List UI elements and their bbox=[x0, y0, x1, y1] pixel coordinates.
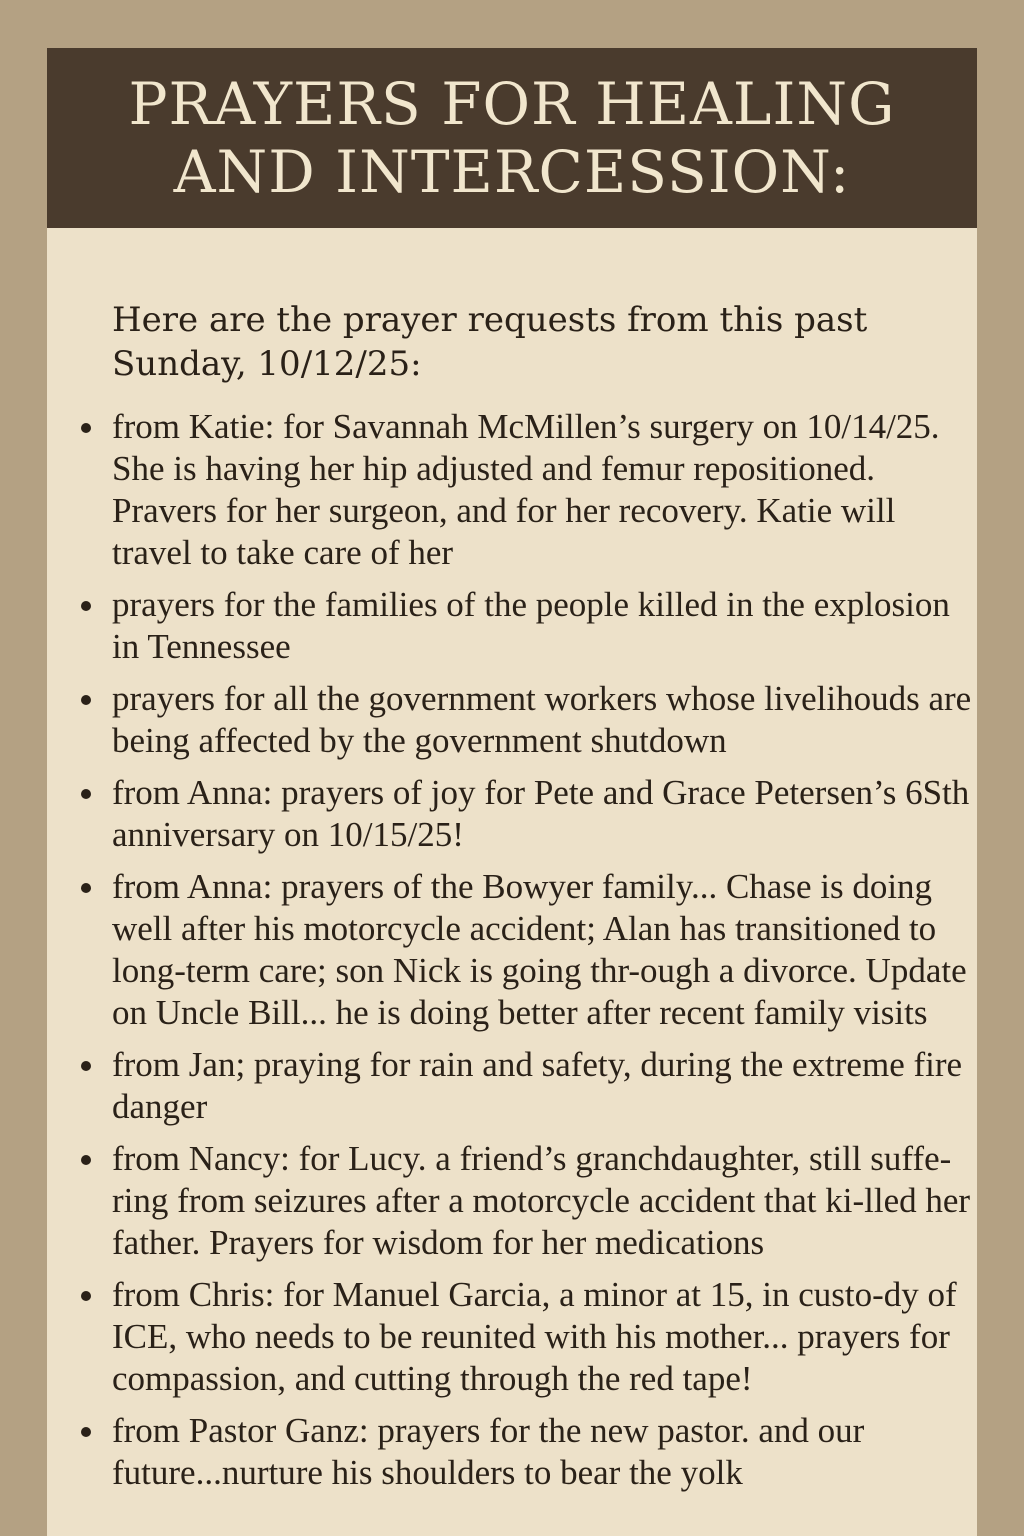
request-text: prayers for the families of the people killed in the explosion in Tennessee bbox=[112, 585, 950, 666]
prayer-request-anna-anniversary bbox=[47, 772, 972, 856]
request-text: from Chris: for Manuel Garcia, a minor at 15, in custo-dy of ICE, who needs to be reunited with his mother... prayers for compassion, and cutting through the red tape! bbox=[112, 1275, 957, 1398]
bullet-icon bbox=[81, 1427, 91, 1437]
title-banner bbox=[47, 48, 977, 228]
request-text: from Anna: prayers of the Bowyer family... Chase is doing well after his motorcycle accident; Alan has transitioned to long-term care; son Nick is going thr-ough a divorce. Update on Uncle Bill... he is doing better after recent family visits bbox=[112, 867, 967, 1032]
prayer-request-nancy bbox=[47, 1138, 972, 1264]
prayer-request-list bbox=[47, 406, 977, 1494]
request-text: prayers for all the government workers whose livelihouds are being affected by the government shutdown bbox=[112, 679, 972, 760]
prayer-request-katie bbox=[47, 406, 972, 574]
bullet-icon bbox=[81, 1155, 91, 1165]
bullet-icon bbox=[81, 1291, 91, 1301]
prayer-request-jan bbox=[47, 1044, 972, 1128]
bullet-icon bbox=[81, 695, 91, 705]
bullet-icon bbox=[81, 1061, 91, 1071]
title-line-2: AND INTERCESSION: bbox=[173, 138, 851, 206]
bullet-icon bbox=[81, 601, 91, 611]
prayer-request-pastor-ganz bbox=[47, 1410, 972, 1494]
request-text: from Nancy: for Lucy. a friend’s granchdaughter, still suffe-ring from seizures after a motorcycle accident that ki-lled her father. Prayers for wisdom for her medications bbox=[112, 1139, 971, 1262]
prayer-request-chris bbox=[47, 1274, 972, 1400]
intro-text: Here are the prayer requests from this past Sunday, 10/12/25: bbox=[112, 300, 868, 384]
prayer-request-government-workers bbox=[47, 678, 972, 762]
request-text: from Katie: for Savannah McMillen’s surgery on 10/14/25. She is having her hip adjusted and femur repositioned. Pravers for her surgeon, and for her recovery. Katie will travel to take care of her bbox=[112, 407, 940, 572]
content-area bbox=[47, 298, 977, 1494]
prayer-request-tennessee bbox=[47, 584, 972, 668]
prayer-request-anna-bowyer bbox=[47, 866, 972, 1034]
bullet-icon bbox=[81, 883, 91, 893]
bullet-icon bbox=[81, 789, 91, 799]
title-line-1: PRAYERS FOR HEALING bbox=[128, 70, 896, 138]
bullet-icon bbox=[81, 423, 91, 433]
page-title bbox=[129, 70, 896, 206]
request-text: from Anna: prayers of joy for Pete and Grace Petersen’s 6Sth anniversary on 10/15/25! bbox=[112, 773, 970, 854]
request-text: from Jan; praying for rain and safety, during the extreme fire danger bbox=[112, 1045, 963, 1126]
prayer-card bbox=[47, 48, 977, 1536]
request-text: from Pastor Ganz: prayers for the new pastor. and our future...nurture his shoulders to bear the yolk bbox=[112, 1411, 865, 1492]
